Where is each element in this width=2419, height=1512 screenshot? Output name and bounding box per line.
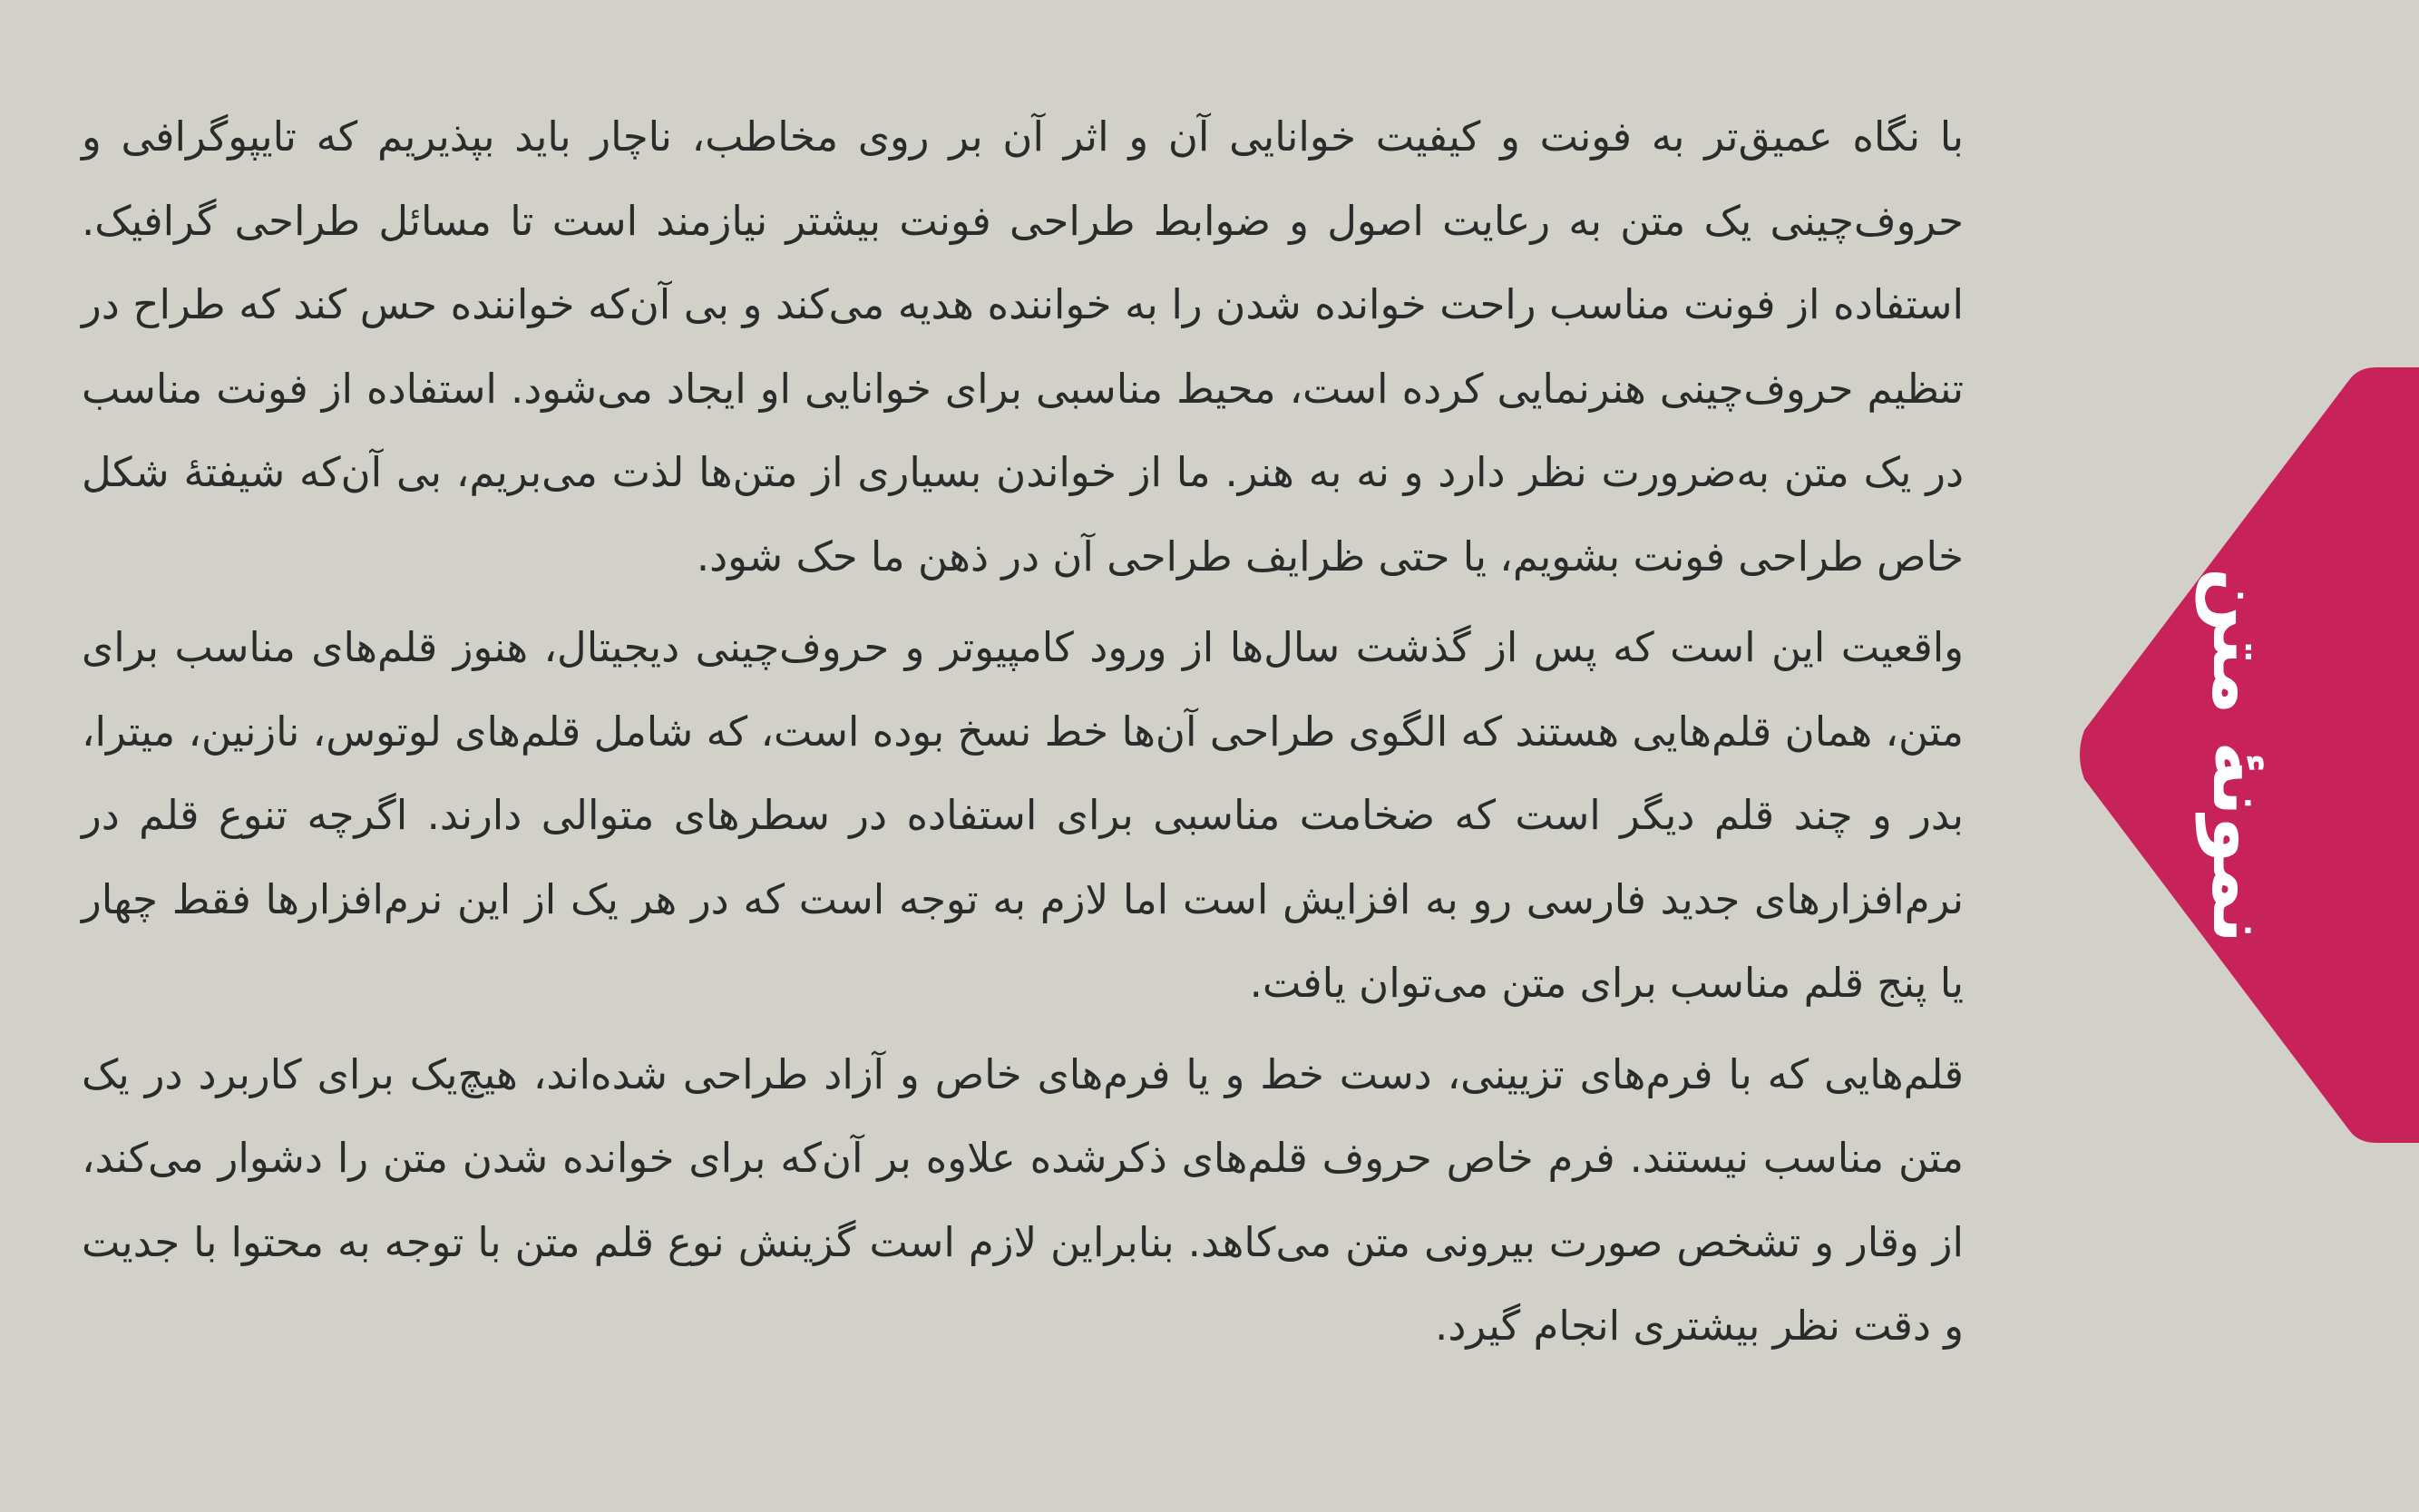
paragraph-2: واقعیت این است که پس از گذشت سال‌ها از ورود کامپیوتر و حروف‌چینی دیجیتال، هنوز قلم‌های مناسب برای متن، همان قلم‌هایی هستند که الگوی طراحی آن‌ها خط نسخ بوده است، که شامل قلم‌های لوتوس، نازنین، میترا، بدر و چند قلم دیگر است که ضخامت مناسبی برای استفاده در سطرهای متوالی دارند. اگرچه تنوع قلم در نرم‌افزارهای جدید فارسی رو به افزایش است اما لازم به توجه است که در هر یک از این نرم‌افزارها فقط چهار یا پنج قلم مناسب برای متن می‌توان یافت. <box>82 623 1964 1007</box>
paragraph-1: با نگاه عمیق‌تر به فونت و کیفیت خوانایی آن و اثر آن بر روی مخاطب، ناچار باید بپذیریم که تایپوگرافی و حروف‌چینی یک متن به رعایت اصول و ضوابط طراحی فونت بیشتر نیازمند است تا مسائل طراحی گرافیک. استفاده از فونت مناسب راحت خوانده شدن را به خواننده هدیه می‌کند و بی آن‌که خواننده حس کند که طراح در تنظیم حروف‌چینی هنرنمایی کرده است، محیط مناسبی برای خوانایی او ایجاد می‌شود. استفاده از فونت مناسب در یک متن به‌ضرورت نظر دارد و نه به هنر. ما از خواندن بسیاری از متن‌ها لذت می‌بریم، بی آن‌که شیفتهٔ شکل خاص طراحی فونت بشویم، یا حتی ظرایف طراحی آن در ذهن ما حک شود. <box>82 112 1964 580</box>
side-tab-label: نمونهٔ متن <box>2196 567 2285 944</box>
article-body <box>82 95 1964 1376</box>
paragraph-3: قلم‌هایی که با فرم‌های تزیینی، دست خط و یا فرم‌های خاص و آزاد طراحی شده‌اند، هیچ‌یک برای کاربرد در یک متن مناسب نیستند. فرم خاص حروف قلم‌های ذکرشده علاوه بر آن‌که برای خوانده شدن متن را دشوار می‌کند، از وقار و تشخص صورت بیرونی متن می‌کاهد. بنابراین لازم است گزینش نوع قلم متن با توجه به محتوا با جدیت و دقت نظر بیشتری انجام گیرد. <box>82 1049 1964 1350</box>
